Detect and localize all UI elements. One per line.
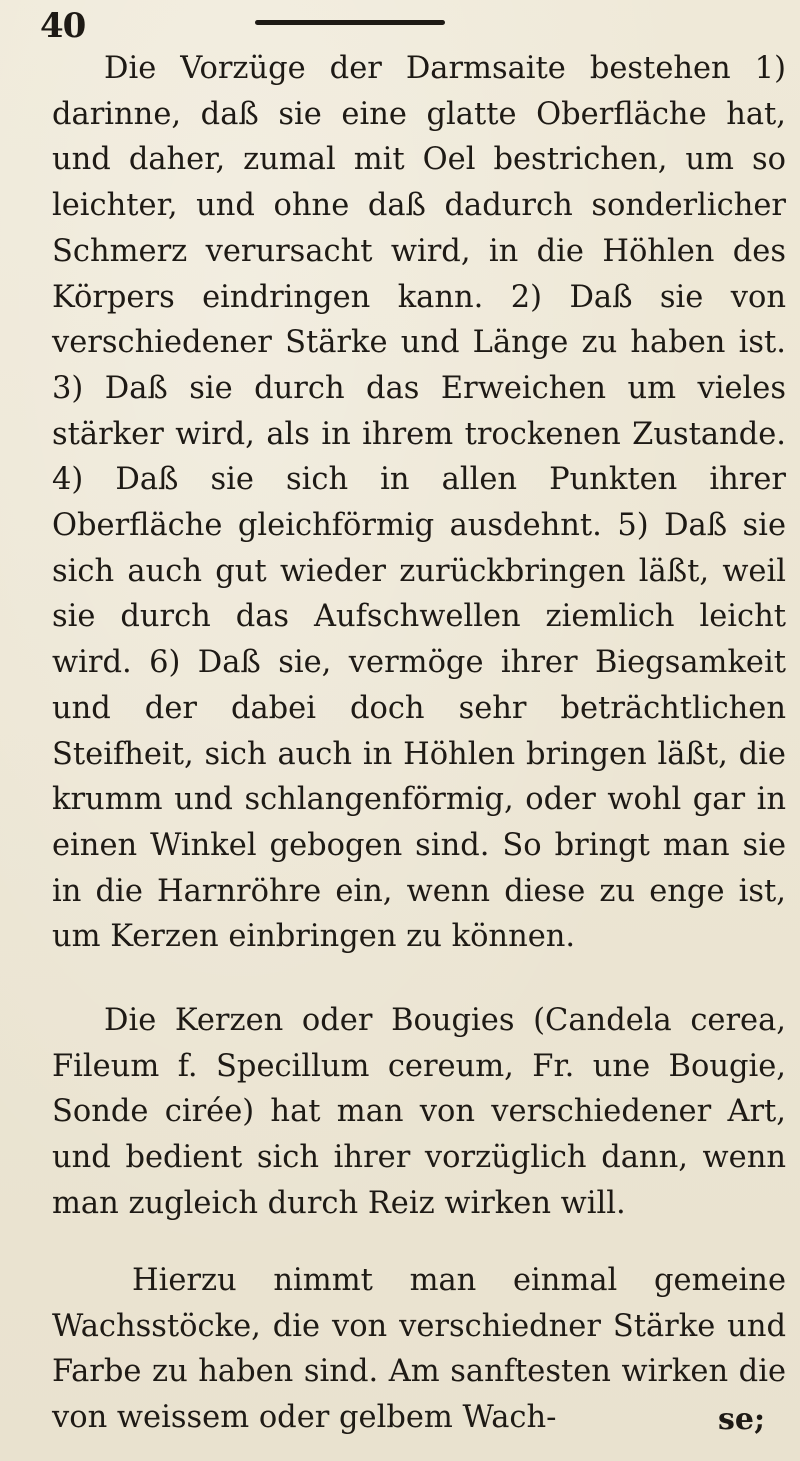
paragraph-2: Die Kerzen oder Bougies (Candela cerea, Fileum f. Specillum cereum, Fr. une Bougie, Sonde cirée) hat man von verschiedener Art, und bedient sich ihrer vorzüglich dann, wenn man zugleich durch Reiz wirken will.	[52, 1003, 786, 1221]
page-number: 40	[40, 6, 86, 46]
header-rule	[255, 20, 445, 25]
paragraph-3-block	[52, 1258, 786, 1441]
paragraph-3: Hierzu nimmt man einmal gemeine Wachsstöcke, die von verschiedner Stärke und Farbe zu haben sind. Am sanftesten wirken die von weissem oder gelbem Wach-	[52, 1263, 786, 1436]
paragraph-1: Die Vorzüge der Darmsaite bestehen 1) darinne, daß sie eine glatte Oberfläche hat, und daher, zumal mit Oel bestrichen, um so leichter, und ohne daß dadurch sonderlicher Schmerz verursacht wird, in die Höhlen des Körpers eindringen kann. 2) Daß sie von verschiedener Stärke und Länge zu haben ist. 3) Daß sie durch das Erweichen um vieles stärker wird, als in ihrem trockenen Zustande. 4) Daß sie sich in allen Punkten ihrer Oberfläche gleichförmig ausdehnt. 5) Daß sie sich auch gut wieder zurückbringen läßt, weil sie durch das Aufschwellen ziemlich leicht wird. 6) Daß sie, vermöge ihrer Biegsamkeit und der dabei doch sehr beträchtlichen Steifheit, sich auch in Höhlen bringen läßt, die krumm und schlangenförmig, oder wohl gar in einen Winkel gebogen sind. So bringt man sie in die Harnröhre ein, wenn diese zu enge ist, um Kerzen einbringen zu können.	[52, 51, 786, 955]
catchword: se;	[718, 1402, 766, 1437]
paragraph-1-block	[52, 46, 786, 960]
paragraph-2-block	[52, 998, 786, 1227]
